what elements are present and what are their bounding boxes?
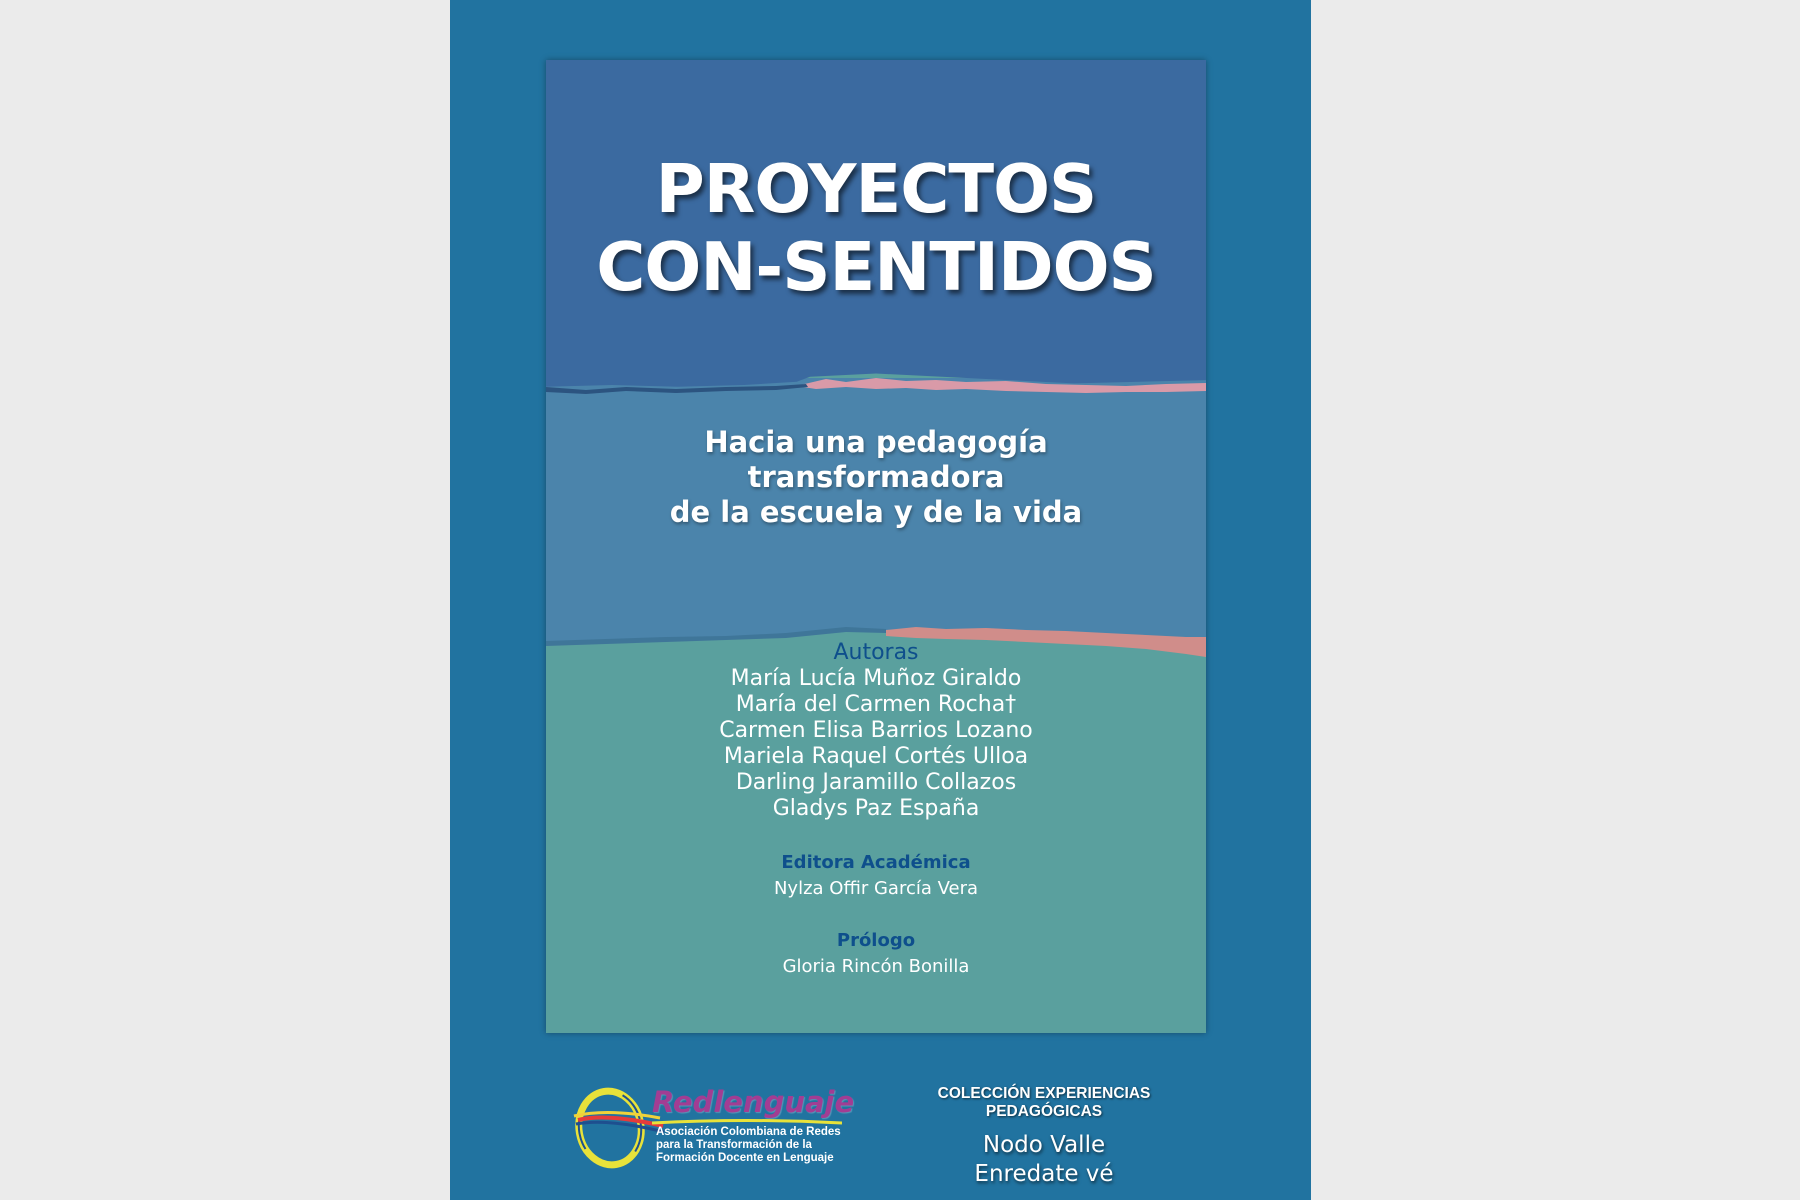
book-title: [546, 150, 1206, 306]
author-name: Darling Jaramillo Collazos: [735, 770, 1017, 795]
logo-underline-icon: [652, 1118, 842, 1126]
author-name: Carmen Elisa Barrios Lozano: [719, 718, 1033, 743]
logo-description-line: Formación Docente en Lenguaje: [656, 1152, 834, 1164]
subtitle-line-1: Hacia una pedagogía: [704, 425, 1048, 459]
book-cover: [450, 0, 1311, 1200]
collection-block: [888, 1085, 1200, 1189]
book-title-line-1: PROYECTOS: [655, 150, 1097, 228]
author-name: María del Carmen Rocha†: [735, 692, 1017, 717]
book-title-line-2: CON-SENTIDOS: [596, 228, 1156, 306]
logo-description-line: Asociación Colombiana de Redes: [656, 1126, 841, 1138]
author-name: Mariela Raquel Cortés Ulloa: [723, 744, 1029, 769]
editor-label: Editora Académica: [781, 852, 971, 873]
prologue-label: Prólogo: [836, 930, 916, 951]
logo-description-line: para la Transformación de la: [656, 1139, 812, 1151]
editor-name: Nylza Offir García Vera: [773, 878, 979, 899]
authors-block: [546, 640, 1206, 822]
cover-panel: [546, 60, 1206, 1033]
node-line-2: Enredate vé: [974, 1161, 1114, 1187]
author-name: María Lucía Muñoz Giraldo: [730, 666, 1022, 691]
book-subtitle: [546, 425, 1206, 530]
prologue-name: Gloria Rincón Bonilla: [782, 956, 970, 977]
node-line-1: Nodo Valle: [982, 1132, 1106, 1158]
collection-label: COLECCIÓN EXPERIENCIAS PEDAGÓGICAS: [937, 1085, 1151, 1120]
logo-description: [656, 1126, 856, 1165]
redlenguaje-logo: [568, 1078, 855, 1178]
subtitle-line-3: de la escuela y de la vida: [669, 495, 1083, 529]
author-name: Gladys Paz España: [772, 796, 980, 821]
subtitle-line-2: transformadora: [747, 460, 1005, 494]
logo-name: Redlenguaje: [652, 1085, 855, 1119]
authors-label: Autoras: [833, 640, 919, 665]
